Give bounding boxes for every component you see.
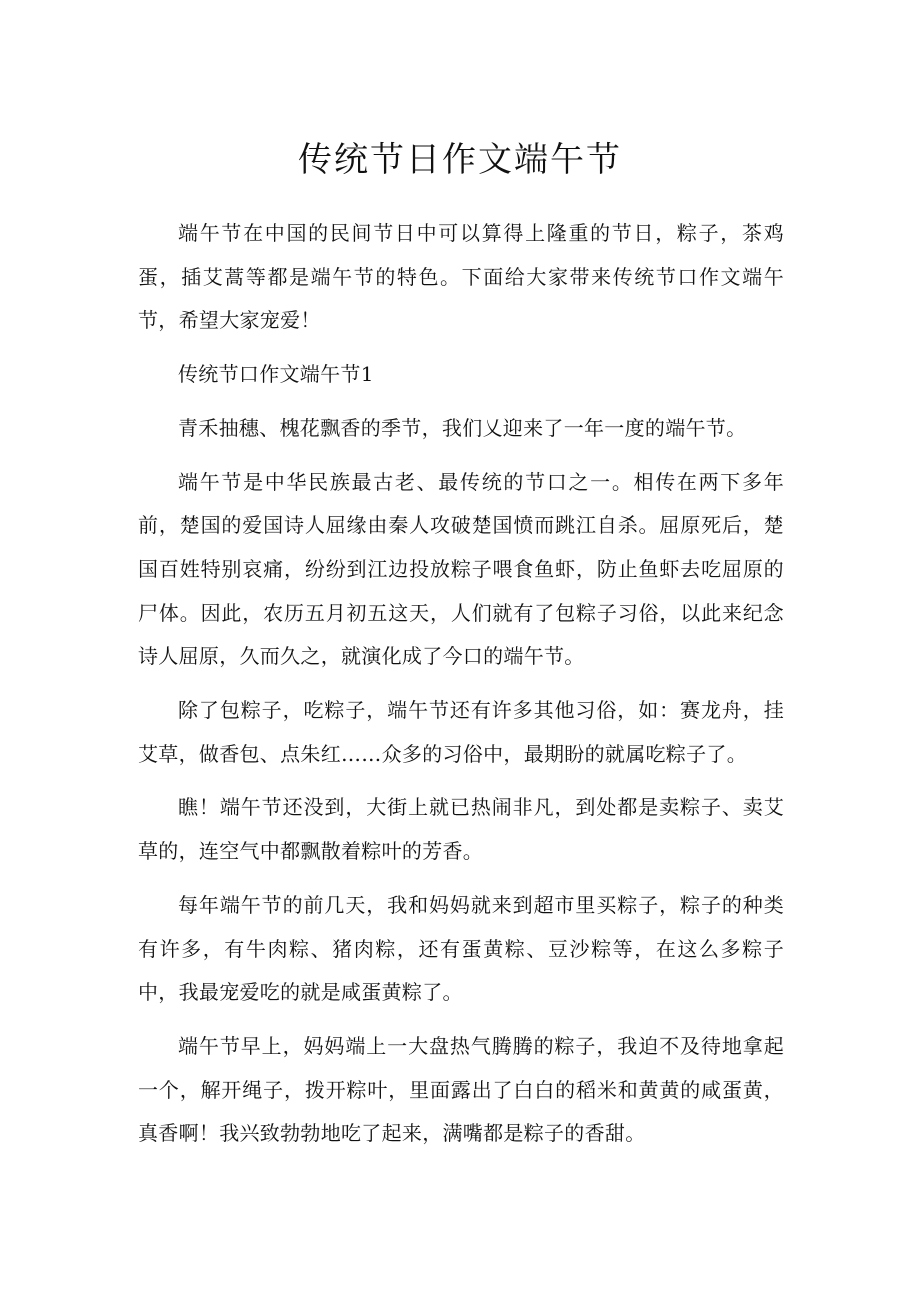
document-body — [138, 212, 784, 1166]
body-paragraph: 除了包粽子，吃粽子，端午节还有许多其他习俗，如：赛龙舟，挂艾草，做香包、点朱红……众多的习俗中，最期盼的就属吃粽子了。 — [138, 698, 784, 766]
body-paragraph: 每年端午节的前几天，我和妈妈就来到超市里买粽子，粽子的种类有许多，有牛肉粽、猪肉粽，还有蛋黄粽、豆沙粽等，在这么多粽子中，我最宠爱吃的就是咸蛋黄粽了。 — [138, 892, 784, 1005]
body-paragraph: 端午节早上，妈妈端上一大盘热气腾腾的粽子，我迫不及待地拿起一个，解开绳子，拨开粽叶，里面露出了白白的稻米和黄黄的咸蛋黄，真香啊！我兴致勃勃地吃了起来，满嘴都是粽子的香甜。 — [138, 1033, 784, 1146]
intro-paragraph: 端午节在中国的民间节日中可以算得上隆重的节日，粽子，茶鸡蛋，插艾蒿等都是端午节的特色。下面给大家带来传统节口作文端午节，希望大家宠爱！ — [138, 221, 784, 333]
body-paragraph: 端午节是中华民族最古老、最传统的节口之一。相传在两下多年前，楚国的爱国诗人屈缘由秦人攻破楚国愤而跳江自杀。屈原死后，楚国百姓特别哀痛，纷纷到江边投放粽子喂食鱼虾，防止鱼虾去吃屈原的尸体。因此，农历五月初五这天，人们就有了包粽子习俗，以此来纪念诗人屈原，久而久之，就演化成了今口的端午节。 — [138, 469, 784, 669]
document-title: 传统节日作文端午节 — [298, 140, 622, 180]
body-paragraph: 青禾抽穗、槐花飘香的季节，我们乂迎来了一年一度的端午节。 — [178, 415, 747, 440]
body-paragraph: 瞧！端午节还没到，大街上就已热闹非凡，到处都是卖粽子、卖艾草的，连空气中都飘散着粽叶的芳香。 — [138, 795, 784, 864]
section-heading: 传统节口作文端午节1 — [178, 362, 374, 387]
